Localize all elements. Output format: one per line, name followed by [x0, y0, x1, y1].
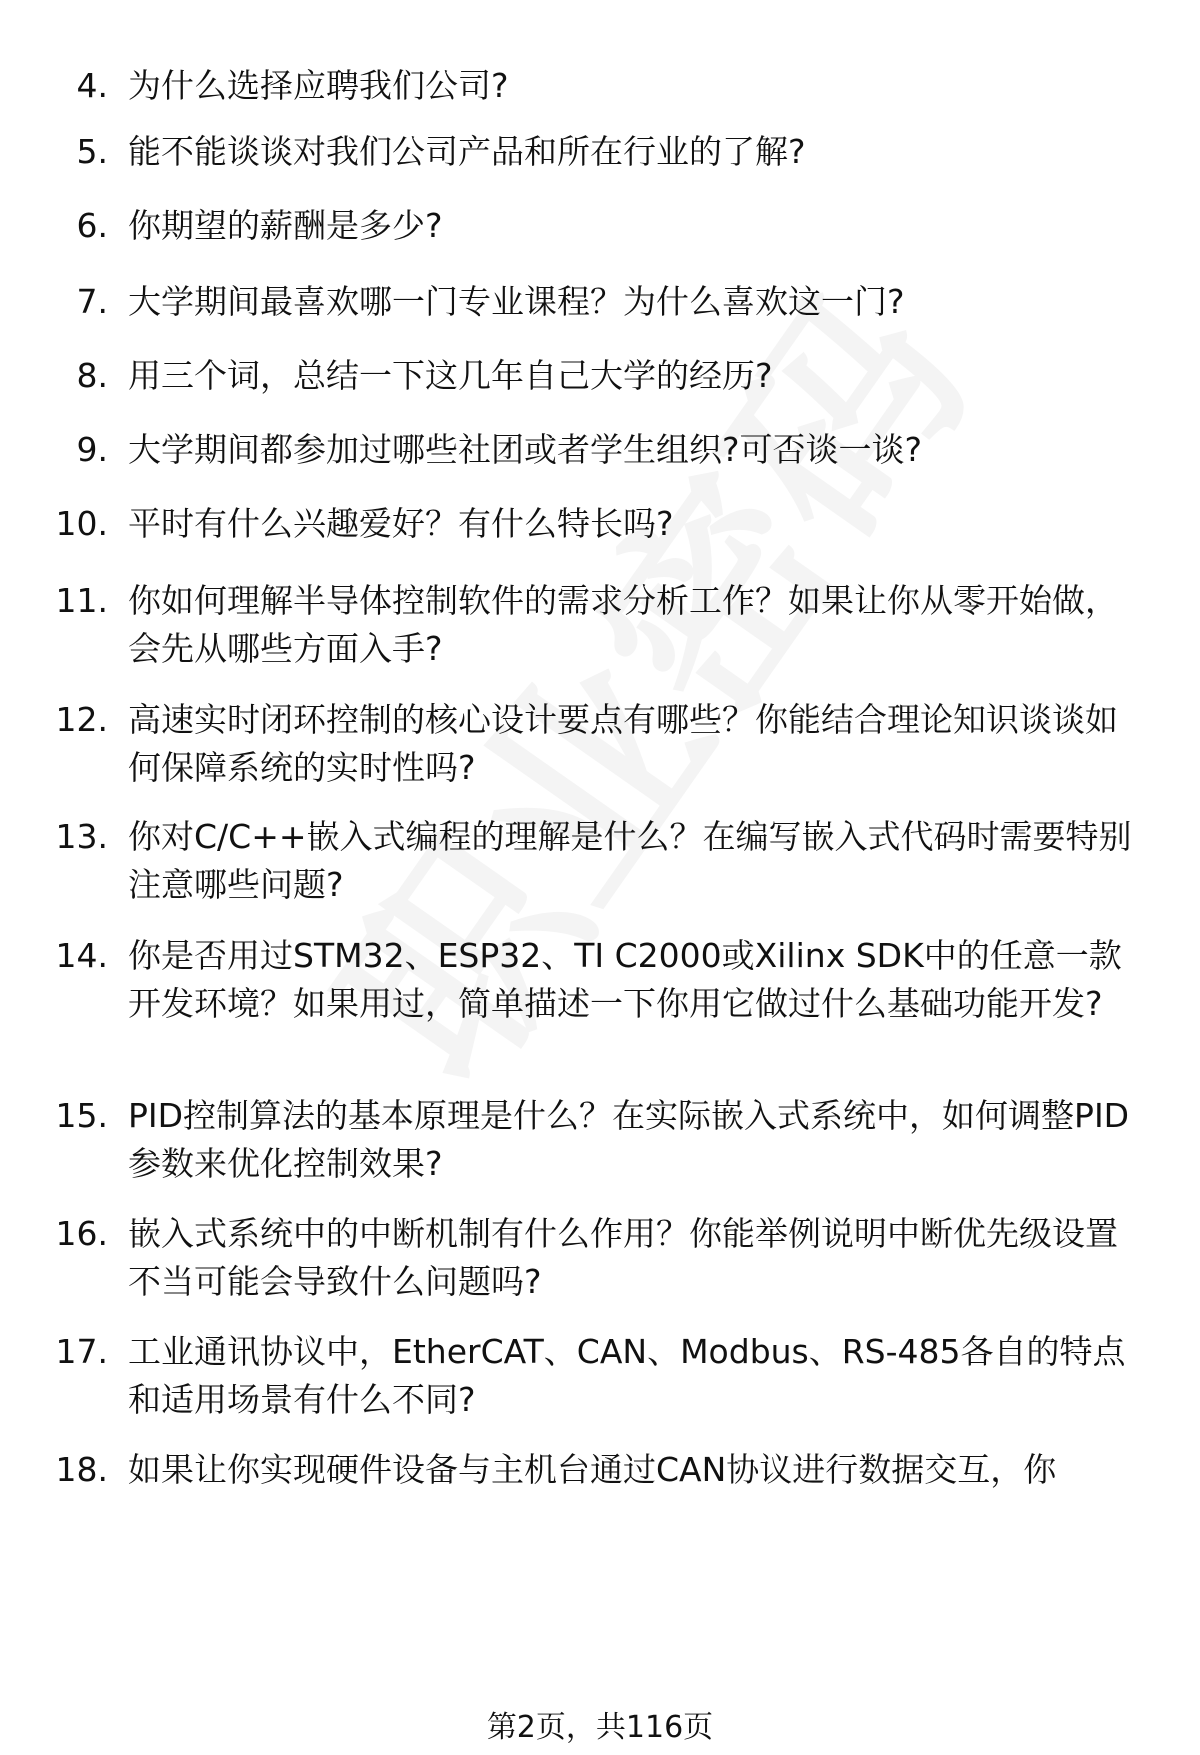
question-text: 用三个词，总结一下这几年自己大学的经历?: [128, 356, 773, 395]
question-number: 7.: [76, 282, 108, 321]
question-number: 5.: [76, 132, 108, 171]
question-text: 你期望的薪酬是多少?: [128, 206, 443, 245]
question-text: 大学期间都参加过哪些社团或者学生组织?可否谈一谈?: [128, 430, 923, 469]
question-number: 9.: [76, 430, 108, 469]
question-number: 4.: [76, 66, 108, 105]
question-text: 你对C/C++嵌入式编程的理解是什么？在编写嵌入式代码时需要特别注意哪些问题?: [128, 817, 1132, 904]
question-text: 如果让你实现硬件设备与主机台通过CAN协议进行数据交互，你: [128, 1450, 1057, 1489]
question-number: 18.: [55, 1450, 108, 1489]
question-number: 8.: [76, 356, 108, 395]
question-text: 你是否用过STM32、ESP32、TI C2000或Xilinx SDK中的任意一款开发环境？如果用过，简单描述一下你用它做过什么基础功能开发?: [128, 936, 1122, 1023]
question-text: 你如何理解半导体控制软件的需求分析工作？如果让你从零开始做，会先从哪些方面入手?: [128, 581, 1118, 668]
question-number: 6.: [76, 206, 108, 245]
question-number: 14.: [55, 936, 108, 975]
question-text: 工业通讯协议中，EtherCAT、CAN、Modbus、RS-485各自的特点和适用场景有什么不同?: [128, 1332, 1126, 1419]
question-number: 11.: [55, 581, 108, 620]
question-number: 15.: [55, 1096, 108, 1135]
question-text: 为什么选择应聘我们公司?: [128, 66, 509, 105]
question-number: 10.: [55, 504, 108, 543]
question-number: 12.: [55, 700, 108, 739]
question-text: 平时有什么兴趣爱好？有什么特长吗?: [128, 504, 674, 543]
question-number: 17.: [55, 1332, 108, 1371]
question-text: 嵌入式系统中的中断机制有什么作用？你能举例说明中断优先级设置不当可能会导致什么问题吗?: [128, 1214, 1118, 1301]
page-footer: 第2页，共116页: [486, 1710, 714, 1745]
question-text: 高速实时闭环控制的核心设计要点有哪些？你能结合理论知识谈谈如何保障系统的实时性吗?: [128, 700, 1118, 787]
question-number: 13.: [55, 817, 108, 856]
question-text: 能不能谈谈对我们公司产品和所在行业的了解?: [128, 132, 806, 171]
question-text: PID控制算法的基本原理是什么？在实际嵌入式系统中，如何调整PID参数来优化控制效果?: [128, 1096, 1130, 1183]
question-number: 16.: [55, 1214, 108, 1253]
question-text: 大学期间最喜欢哪一门专业课程？为什么喜欢这一门?: [128, 282, 905, 321]
